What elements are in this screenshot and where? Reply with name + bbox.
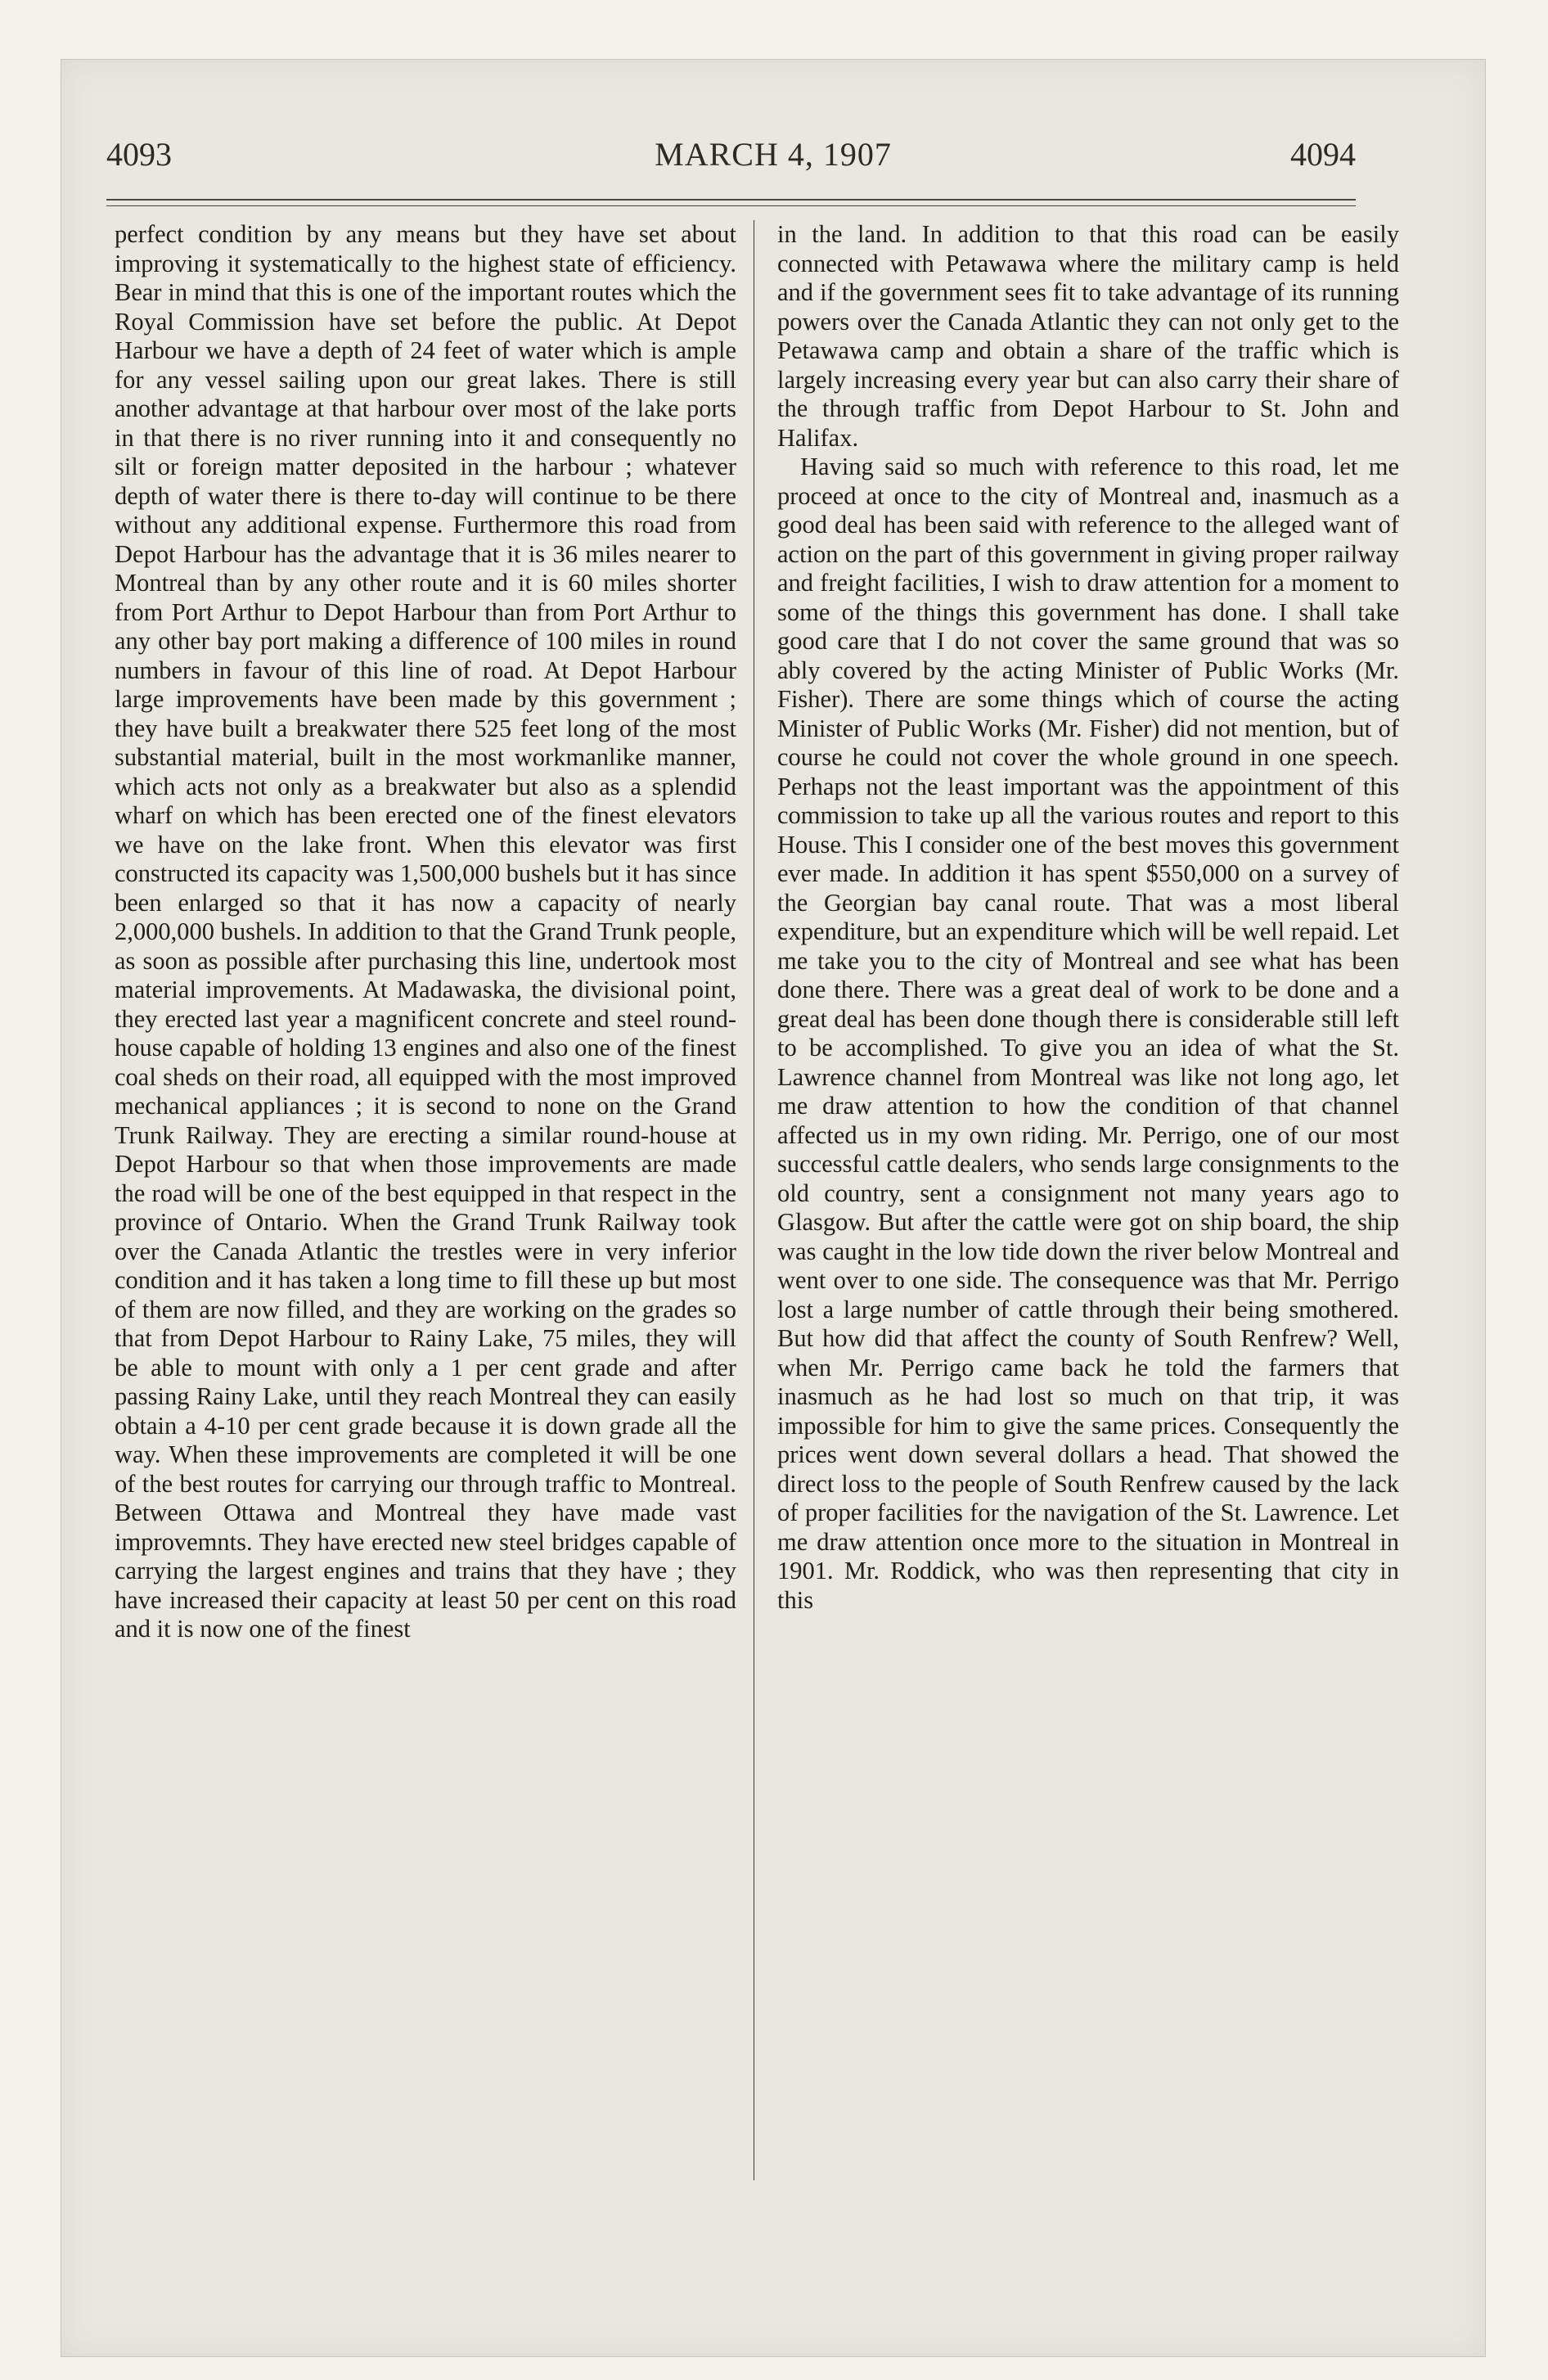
right-paragraph-1: in the land. In addition to that this road can be easily connected with Petawawa where the military camp is held and if the government sees fit to take advantage of its running powers over the Canada Atlantic they can not only get to the Petawawa camp and obtain a share of the traffic which is largely increasing every year but can also carry their share of the through traffic from Depot Harbour to St. John and Halifax. [777,220,1399,452]
left-paragraph-1: perfect condition by any means but they have set about improving it systematically to the highest state of efficiency. Bear in mind that this is one of the important routes which the Royal Commission have set before the public. At Depot Harbour we have a depth of 24 feet of water which is ample for any vessel sailing upon our great lakes. There is still another advantage at that harbour over most of the lake ports in that there is no river running into it and consequently no silt or foreign matter deposited in the harbour ; whatever depth of water there is there to-day will continue to be there without any additional expense. Furthermore this road from Depot Harbour has the advantage that it is 36 miles nearer to Montreal than by any other route and it is 60 miles shorter from Port Arthur to Depot Harbour than from Port Arthur to any other bay port making a difference of 100 miles in round numbers in favour of this line of road. At Depot Harbour large improvements have been made by this government ; they have built a breakwater there 525 feet long of the most substantial material, built in the most workmanlike manner, which acts not only as a breakwater but also as a splendid wharf on which has been erected one of the finest elevators we have on the lake front. When this elevator was first constructed its capacity was 1,500,000 bushels but it has since been enlarged so that it has now a capacity of nearly 2,000,000 bushels. In addition to that the Grand Trunk people, as soon as possible after purchasing this line, undertook most material improvements. At Madawaska, the divisional point, they erected last year a magnificent concrete and steel round-house capable of holding 13 engines and also one of the finest coal sheds on their road, all equipped with the most improved mechanical appliances ; it is second to none on the Grand Trunk Railway. They are erecting a similar round-house at Depot Harbour so that when those improvements are made the road will be one of the best equipped in that respect in the province of Ontario. When the Grand Trunk Railway took over the Canada Atlantic the trestles were in very inferior condition and it has taken a long time to fill these up but most of them are now filled, and they are working on the grades so that from Depot Harbour to Rainy Lake, 75 miles, they will be able to mount with only a 1 per cent grade and after passing Rainy Lake, until they reach Montreal they can easily obtain a 4-10 per cent grade because it is down grade all the way. When these improvements are completed it will be one of the best routes for carrying our through traffic to Montreal. Between Ottawa and Montreal they have made vast improvemnts. They have erected new steel bridges capable of carrying the largest engines and trains that they have ; they have increased their capacity at least 50 per cent on this road and it is now one of the finest [115,220,736,1643]
page-date: MARCH 4, 1907 [655,136,892,173]
header-rule [106,199,1356,206]
scanned-page [61,59,1486,2357]
left-page-number: 4093 [106,136,172,173]
right-column [777,220,1399,1615]
right-page-number: 4094 [1290,136,1356,173]
left-column [115,220,736,1644]
right-paragraph-2: Having said so much with reference to this road, let me proceed at once to the city of Montreal and, inasmuch as a good deal has been said with reference to the alleged want of action on the part of this government in giving proper railway and freight facilities, I wish to draw attention for a moment to some of the things this government has done. I shall take good care that I do not cover the same ground that was so ably covered by the acting Minister of Public Works (Mr. Fisher). There are some things which of course the acting Minister of Public Works (Mr. Fisher) did not mention, but of course he could not cover the whole ground in one speech. Perhaps not the least important was the appointment of this commission to take up all the various routes and report to this House. This I consider one of the best moves this government ever made. In addition it has spent $550,000 on a survey of the Georgian bay canal route. That was a most liberal expenditure, but an expenditure which will be well repaid. Let me take you to the city of Montreal and see what has been done there. There was a great deal of work to be done and a great deal has been done though there is considerable still left to be accomplished. To give you an idea of what the St. Lawrence channel from Montreal was like not long ago, let me draw attention to how the condition of that channel affected us in my own riding. Mr. Perrigo, one of our most successful cattle dealers, who sends large consignments to the old country, sent a consignment not many years ago to Glasgow. But after the cattle were got on ship board, the ship was caught in the low tide down the river below Montreal and went over to one side. The consequence was that Mr. Perrigo lost a large number of cattle through their being smothered. But how did that affect the county of South Renfrew? Well, when Mr. Perrigo came back he told the farmers that inasmuch as he had lost so much on that trip, it was impossible for him to give the same prices. Consequently the prices went down several dollars a head. That showed the direct loss to the people of South Renfrew caused by the lack of proper facilities for the navigation of the St. Lawrence. Let me draw attention once more to the situation in Montreal in 1901. Mr. Roddick, who was then representing that city in this [777,453,1399,1614]
page-header [61,135,1485,184]
